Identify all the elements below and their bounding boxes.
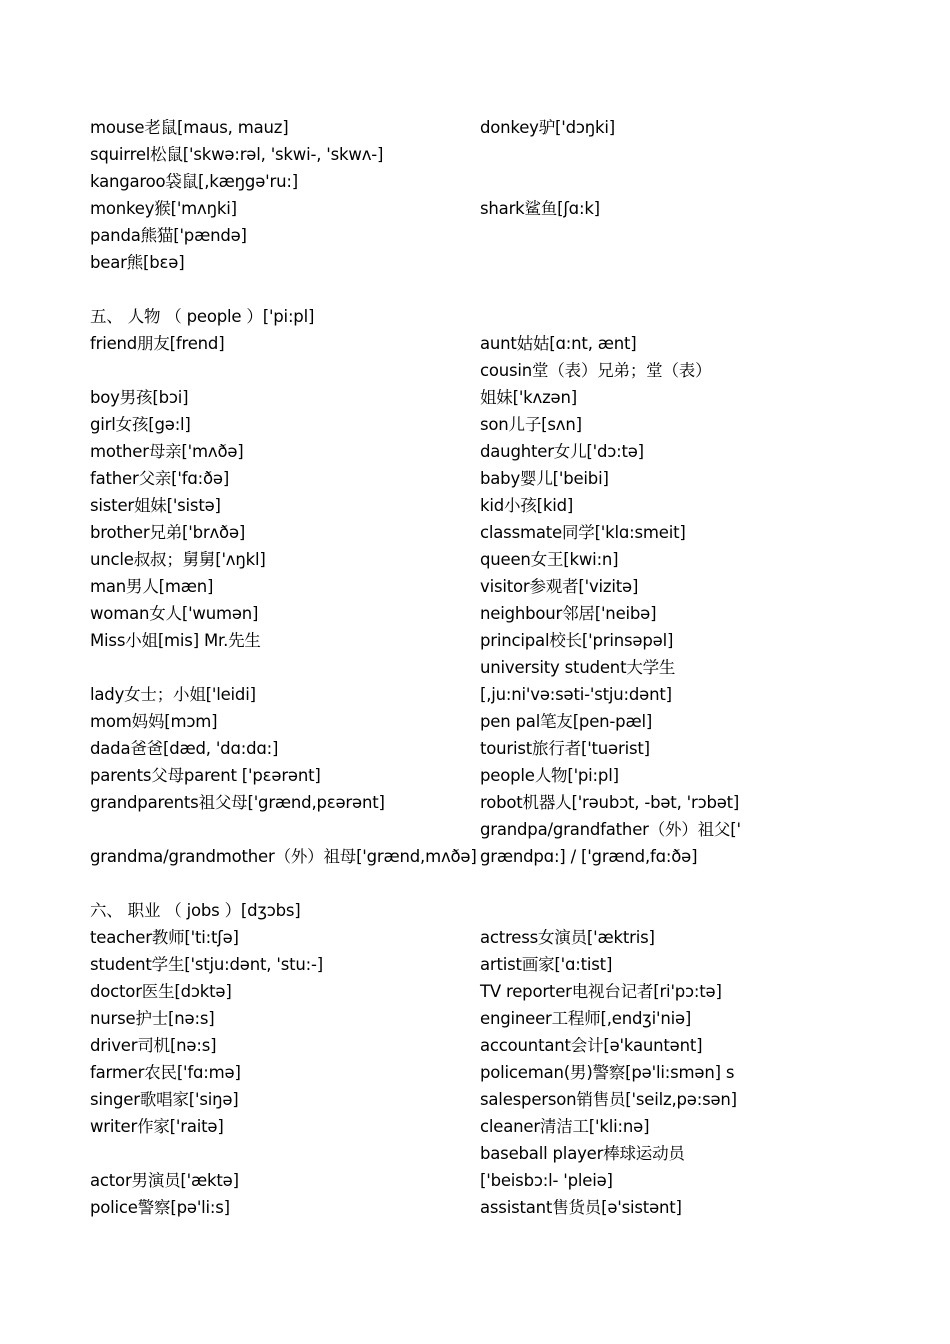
vocab-line: kid小孩[kid] [480,496,574,515]
vocab-line: woman女人['wumən] [90,604,259,623]
vocab-line: shark鲨鱼[ʃɑ:k] [480,199,600,218]
vocab-line: people人物['pi:pl] [480,766,619,785]
vocab-line: parents父母parent ['pɛərənt] [90,766,321,785]
vocab-line: bear熊[bɛə] [90,253,185,272]
vocab-line: engineer工程师[,endʒi'niə] [480,1009,692,1028]
vocab-line: singer歌唱家['siŋə] [90,1090,239,1109]
vocab-line: 六、 职业 （ jobs ）[dʒɔbs] [90,901,301,920]
vocab-line: ['beisbɔ:l- 'pleiə] [480,1171,613,1190]
vocab-line: queen女王[kwi:n] [480,550,619,569]
vocab-line: student学生['stju:dənt, 'stu:-] [90,955,323,974]
vocab-line: principal校长['prinsəpəl] [480,631,674,650]
vocab-line: mouse老鼠[maus, mauz] [90,118,289,137]
vocab-line: girl女孩[gə:l] [90,415,191,434]
vocab-line: TV reporter电视台记者[ri'pɔ:tə] [480,982,722,1001]
vocab-line: panda熊猫['pændə] [90,226,247,245]
vocab-line: aunt姑姑[ɑ:nt, ænt] [480,334,637,353]
vocab-line: [,ju:ni'və:səti-'stju:dənt] [480,685,672,704]
vocab-line: driver司机[nə:s] [90,1036,217,1055]
vocab-line: farmer农民['fɑ:mə] [90,1063,241,1082]
vocab-line: kangaroo袋鼠[,kæŋgə'ru:] [90,172,298,191]
vocab-line: neighbour邻居['neibə] [480,604,657,623]
vocab-line: visitor参观者['vizitə] [480,577,639,596]
vocab-line: writer作家['raitə] [90,1117,224,1136]
vocab-line: artist画家['ɑ:tist] [480,955,613,974]
vocab-line: baseball player棒球运动员 [480,1144,685,1163]
vocab-line: cleaner清洁工['kli:nə] [480,1117,650,1136]
vocab-line: 姐妹['kʌzən] [480,388,578,407]
vocab-line: assistant售货员[ə'sistənt] [480,1198,682,1217]
vocab-line: Miss小姐[mis] Mr.先生 [90,631,261,650]
vocab-line: accountant会计[ə'kauntənt] [480,1036,703,1055]
vocab-line: nurse护士[nə:s] [90,1009,215,1028]
vocab-line: brother兄弟['brʌðə] [90,523,246,542]
vocab-line: actor男演员['æktə] [90,1171,239,1190]
vocab-line: uncle叔叔；舅舅['ʌŋkl] [90,550,266,569]
vocab-line: lady女士；小姐['leidi] [90,685,256,704]
vocab-line: cousin堂（表）兄弟；堂（表） [480,361,712,380]
vocab-line: classmate同学['klɑ:smeit] [480,523,686,542]
vocab-line: squirrel松鼠['skwə:rəl, 'skwi-, 'skwʌ-] [90,145,384,164]
vocab-line: donkey驴['dɔŋki] [480,118,615,137]
vocab-line: salesperson销售员['seilz,pə:sən] [480,1090,737,1109]
vocab-line: dada爸爸[dæd, 'dɑ:dɑ:] [90,739,279,758]
vocab-line: boy男孩[bɔi] [90,388,189,407]
vocab-line: 五、 人物 （ people ）['pi:pl] [90,307,315,326]
vocab-line: robot机器人['rəubɔt, -bət, 'rɔbət] [480,793,740,812]
vocab-line: mother母亲['mʌðə] [90,442,244,461]
vocab-line: tourist旅行者['tuərist] [480,739,650,758]
vocab-line: man男人[mæn] [90,577,214,596]
vocab-line: doctor医生[dɔktə] [90,982,232,1001]
vocab-line: policeman(男)警察[pə'li:smən] s [480,1063,735,1082]
vocab-line: sister姐妹['sistə] [90,496,221,515]
vocab-line: pen pal笔友[pen-pæl] [480,712,653,731]
vocab-line: police警察[pə'li:s] [90,1198,230,1217]
vocab-line: university student大学生 [480,658,676,677]
vocab-line: teacher教师['ti:tʃə] [90,928,239,947]
vocab-line: father父亲['fɑ:ðə] [90,469,230,488]
vocab-line: grandparents祖父母['grænd,pɛərənt] [90,793,385,812]
vocab-line: monkey猴['mʌŋki] [90,199,237,218]
vocab-line: daughter女儿['dɔ:tə] [480,442,644,461]
vocab-line: actress女演员['æktris] [480,928,655,947]
vocab-line: baby婴儿['beibi] [480,469,609,488]
vocab-line: grandma/grandmother（外）祖母['grænd,mʌðə] [90,847,477,866]
vocab-line: friend朋友[frend] [90,334,225,353]
vocab-line: grandpa/grandfather（外）祖父[' [480,820,741,839]
vocab-line: mom妈妈[mɔm] [90,712,218,731]
vocab-line: grændpɑ:] / ['grænd,fɑ:ðə] [480,847,698,866]
vocab-line: son儿子[sʌn] [480,415,582,434]
